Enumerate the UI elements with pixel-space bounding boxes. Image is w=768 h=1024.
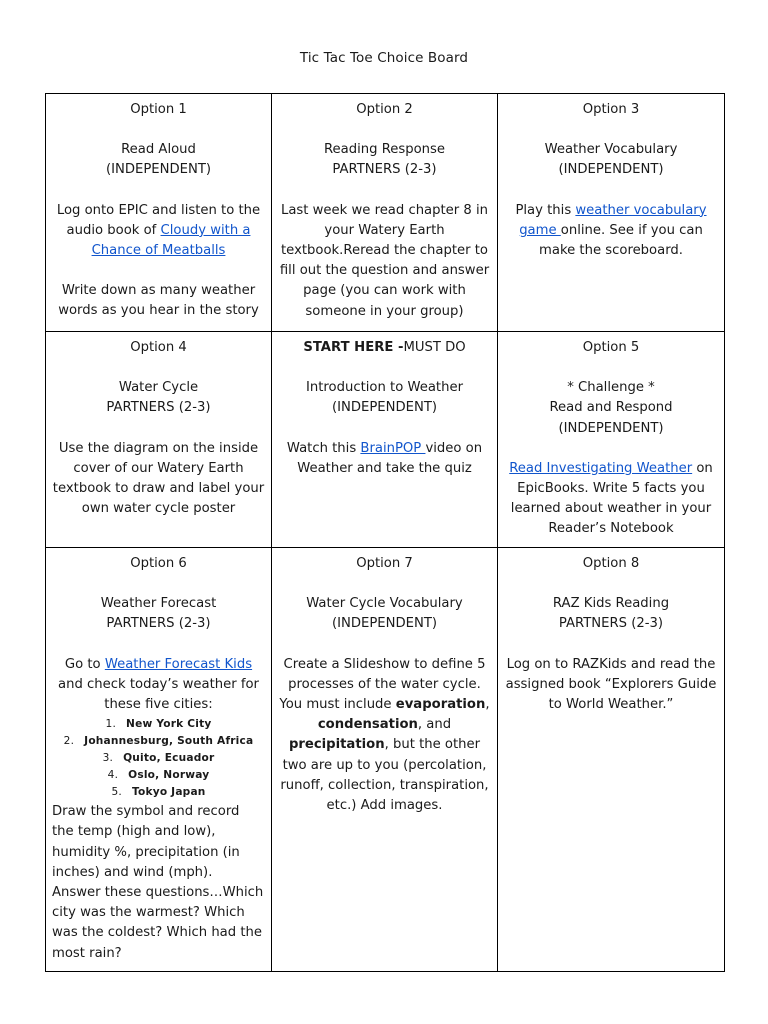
- list-item: [52, 784, 265, 801]
- option-label: Option 1: [130, 102, 187, 117]
- activity-mode: PARTNERS (2-3): [332, 162, 437, 178]
- activity-instructions-2: Write down as many weather words as you hear in the story: [58, 283, 259, 319]
- option-5-cell: [498, 332, 725, 548]
- city-name: Quito, Ecuador: [123, 752, 215, 765]
- instructions-text: Log onto EPIC and listen to the audio book of: [56, 202, 261, 238]
- activity-instructions: [278, 439, 491, 479]
- activity-name: Reading Response: [323, 142, 446, 158]
- activity-name: Read Aloud: [121, 142, 196, 158]
- option-4-cell: [46, 332, 272, 548]
- option-8-cell: [498, 548, 725, 972]
- activity-name: Read and Respond: [549, 400, 673, 416]
- board-row-1: [46, 94, 725, 332]
- option-7-cell: [272, 548, 498, 972]
- start-here-cell: [272, 332, 498, 548]
- instructions-text: Create a Slideshow to define 5 processes of the water cycle. You must include: [279, 656, 486, 713]
- activity-instructions-2: Draw the symbol and record the temp (high and low), humidity %, precipitation (in inches) and wind (mph). Answer these questions…Which city was the warmest? Which was the coldest? Which had the most rain?: [52, 804, 264, 961]
- activity-name: Weather Vocabulary: [544, 142, 678, 158]
- activity-instructions: [52, 655, 265, 716]
- activity-name: Water Cycle: [118, 380, 199, 396]
- instructions-text: and check today’s weather for these five cities:: [58, 676, 259, 713]
- option-label: Option 6: [130, 556, 187, 571]
- activity-instructions: [278, 655, 491, 817]
- activity-name: Water Cycle Vocabulary: [306, 596, 463, 612]
- list-number: 5.: [111, 786, 122, 799]
- activity-mode: PARTNERS (2-3): [558, 616, 664, 632]
- condensation-term: condensation: [317, 717, 418, 733]
- list-item: [52, 716, 265, 733]
- city-name: Tokyo Japan: [131, 786, 206, 799]
- activity-mode: (INDEPENDENT): [558, 420, 664, 436]
- list-number: 4.: [107, 769, 119, 782]
- page-title: Tic Tac Toe Choice Board: [299, 50, 469, 66]
- instructions-text: video on Weather and take the quiz: [297, 440, 483, 476]
- activity-instructions: Log on to RAZKids and read the assigned book “Explorers Guide to World Weather.”: [505, 656, 717, 713]
- option-label: Option 3: [582, 102, 640, 117]
- instructions-text: , and: [417, 717, 452, 733]
- instructions-text: online. See if you can make the scoreboard.: [539, 222, 703, 259]
- activity-mode: PARTNERS (2-3): [106, 400, 211, 416]
- cloudy-meatballs-link[interactable]: Cloudy with a Chance of Meatballs: [91, 222, 251, 259]
- list-number: 2.: [63, 735, 75, 748]
- activity-name: RAZ Kids Reading: [552, 596, 670, 612]
- challenge-label: * Challenge *: [567, 380, 655, 396]
- instructions-text: Play this: [515, 202, 576, 218]
- list-item: [52, 733, 265, 750]
- activity-instructions: [504, 201, 718, 262]
- weather-forecast-kids-link[interactable]: Weather Forecast Kids: [104, 656, 253, 672]
- instructions-text: , but the other two are up to you (percolation, runoff, collection, transpiration, etc.) Add images.: [280, 737, 489, 814]
- activity-instructions: [52, 201, 265, 262]
- option-label: Option 4: [130, 340, 187, 355]
- weather-vocabulary-game-link[interactable]: weather vocabulary game: [519, 202, 707, 238]
- start-here-bold: START HERE -: [303, 340, 404, 355]
- must-do-text: MUST DO: [403, 340, 466, 355]
- option-label: Option 2: [356, 102, 413, 117]
- instructions-text: Watch this: [286, 440, 361, 456]
- list-number: 1.: [105, 718, 117, 731]
- option-label: Option 7: [356, 556, 413, 571]
- activity-mode: (INDEPENDENT): [331, 400, 438, 416]
- activity-mode: (INDEPENDENT): [558, 162, 664, 178]
- option-2-cell: [272, 94, 498, 332]
- list-item: [52, 767, 265, 784]
- board-row-3: [46, 548, 725, 972]
- activity-name: Weather Forecast: [100, 596, 217, 612]
- activity-mode: (INDEPENDENT): [105, 162, 212, 178]
- list-item: [52, 750, 265, 767]
- city-name: Oslo, Norway: [128, 769, 210, 782]
- evaporation-term: evaporation: [395, 697, 486, 713]
- city-name: Johannesburg, South Africa: [84, 735, 254, 748]
- activity-instructions: [504, 459, 718, 540]
- option-label: Option 5: [582, 340, 640, 355]
- activity-mode: PARTNERS (2-3): [106, 616, 211, 632]
- brainpop-link[interactable]: BrainPOP: [360, 440, 426, 456]
- instructions-text: Go to: [64, 656, 105, 672]
- activity-instructions: Last week we read chapter 8 in your Watery Earth textbook.Reread the chapter to fill out the question and answer page (you can work with someone in your group): [279, 202, 490, 319]
- activity-name: Introduction to Weather: [305, 380, 463, 396]
- cities-list: [52, 716, 265, 801]
- option-6-cell: [46, 548, 272, 972]
- activity-instructions: Use the diagram on the inside cover of our Watery Earth textbook to draw and label your own water cycle poster: [52, 440, 265, 517]
- city-name: New York City: [126, 718, 212, 731]
- list-number: 3.: [102, 752, 114, 765]
- board-row-2: [46, 332, 725, 548]
- option-1-cell: [46, 94, 272, 332]
- precipitation-term: precipitation: [288, 737, 385, 753]
- instructions-text: on EpicBooks. Write 5 facts you learned about weather in your Reader’s Notebook: [510, 460, 713, 537]
- investigating-weather-link[interactable]: Read Investigating Weather: [509, 460, 693, 476]
- option-3-cell: [498, 94, 725, 332]
- instructions-text: ,: [485, 697, 490, 713]
- option-label: Option 8: [582, 556, 640, 571]
- start-here-label: [278, 338, 491, 358]
- activity-mode: (INDEPENDENT): [331, 616, 438, 632]
- choice-board-table: [45, 93, 725, 972]
